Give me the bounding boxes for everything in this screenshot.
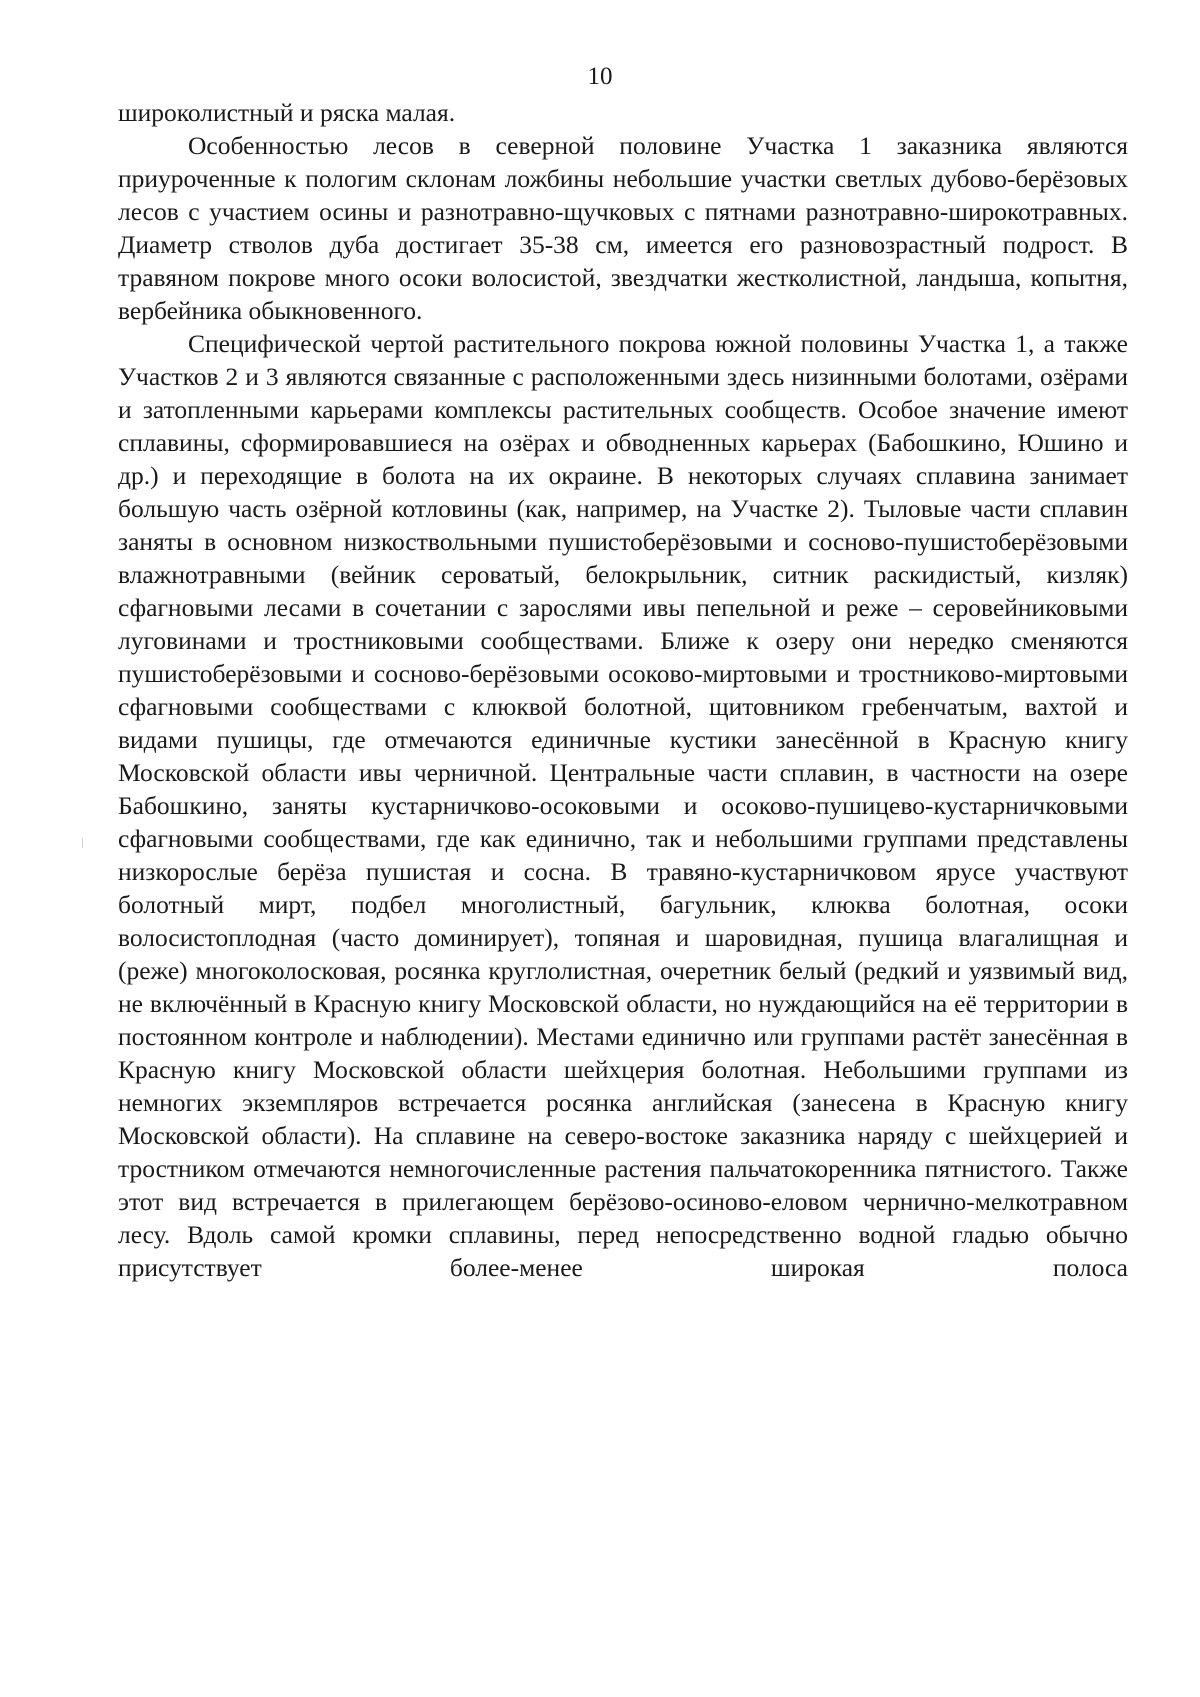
page-number: 10 xyxy=(587,63,613,90)
paragraph-vegetation-features: Специфической чертой растительного покрова южной половины Участка 1, а также Участков 2 и 3 являются связанные с расположенными здесь низинными болотами, озёрами и затопленными карьерами комплексы растительных сообществ. Особое значение имеют сплавины, сформировавшиеся на озёрах и обводненных карьерах (Бабошкино, Юшино и др.) и переходящие в болота на их окраине. В некоторых случаях сплавина занимает большую часть озёрной котловины (как, например, на Участке 2). Тыловые части сплавин заняты в основном низкоствольными пушистоберёзовыми и сосново-пушистоберёзовыми влажнотравными (вейник сероватый, белокрыльник, ситник раскидистый, кизляк) сфагновыми лесами в сочетании с зарослями ивы пепельной и реже – серовейниковыми луговинами и тростниковыми сообществами. Ближе к озеру они нередко сменяются пушистоберёзовыми и сосново-берёзовыми осоково-миртовыми и тростниково-миртовыми сфагновыми сообществами с клюквой болотной, щитовником гребенчатым, вахтой и видами пушицы, где отмечаются единичные кустики занесённой в Красную книгу Московской области ивы черничной. Центральные части сплавин, в частности на озере Бабошкино, заняты кустарничково-осоковыми и осоково-пушицево-кустарничковыми сфагновыми сообществами, где как единично, так и небольшими группами представлены низкорослые берёза пушистая и сосна. В травяно-кустарничковом ярусе участвуют болотный мирт, подбел многолистный, багульник, клюква болотная, осоки волосистоплодная (часто доминирует), топяная и шаровидная, пушица влагалищная и (реже) многоколосковая, росянка круглолистная, очеретник белый (редкий и уязвимый вид, не включённый в Красную книгу Московской области, но нуждающийся на её территории в постоянном контроле и наблюдении). Местами единично или группами растёт занесённая в Красную книгу Московской области шейхцерия болотная. Небольшими группами из немногих экземпляров встречается росянка английская (занесена в Красную книгу Московской области). На сплавине на северо-востоке заказника наряду с шейхцерией и тростником отмечаются немногочисленные растения пальчатокоренника пятнистого. Также этот вид встречается в прилегающем берёзово-осиново-еловом чернично-мелкотравном лесу. Вдоль самой кромки сплавины, перед непосредственно водной гладью обычно присутствует более-менее широкая полоса xyxy=(118,329,1128,1282)
paragraph-continuation: широколистный и ряска малая. xyxy=(118,98,456,127)
scan-artifact-mark xyxy=(82,838,83,848)
document-body xyxy=(118,96,1128,1284)
paragraph-forest-features: Особенностью лесов в северной половине Участка 1 заказника являются приуроченные к пологим склонам ложбины небольшие участки светлых дубово-берёзовых лесов с участием осины и разнотравно-щучковых с пятнами разнотравно-широкотравных. Диаметр стволов дуба достигает 35-38 см, имеется его разновозрастный подрост. В травяном покрове много осоки волосистой, звездчатки жестколистной, ландыша, копытня, вербейника обыкновенного. xyxy=(118,131,1128,325)
